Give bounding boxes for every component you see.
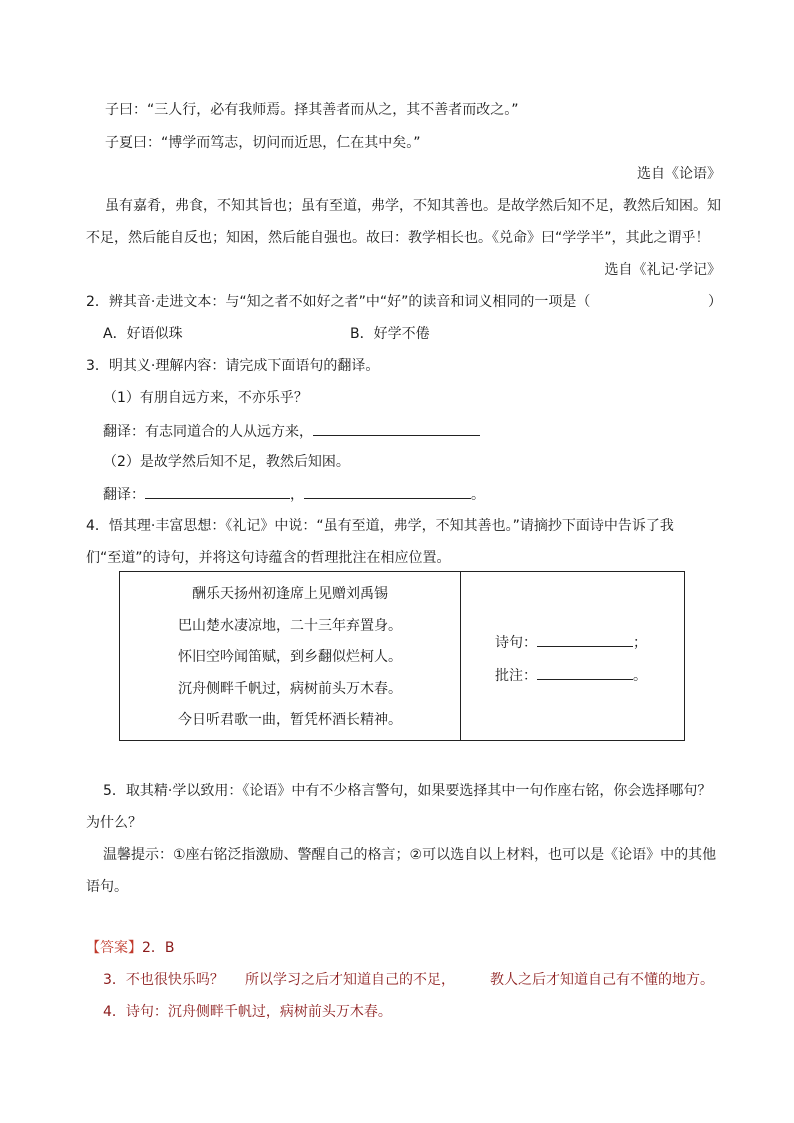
q4-stem-line2: 们“至道”的诗句，并将这句诗蕴含的哲理批注在相应位置。 [86,550,451,566]
answer-3-part2: 所以学习之后才知道自己的不足， [245,972,455,988]
q5-stem-line2: 为什么？ [86,815,142,831]
answer-line-2 [86,938,175,958]
verse-label: 诗句： [495,635,537,651]
q3-item1-answer-prefix: 翻译：有志同道合的人从远方来， [103,424,313,440]
note-end: 。 [633,668,647,684]
q3-item1-answer [103,421,480,442]
verse-end: ； [633,635,647,651]
passage-lunyu-1: 子曰：“三人行，必有我师焉。择其善者而从之，其不善者而改之。” [105,102,519,118]
q3-item2-period: 。 [471,487,485,503]
q2-option-b: B．好学不倦 [350,326,430,342]
passage-source-lunyu: 选自《论语》 [637,166,721,182]
answer-3-part1: 3．不也很快乐吗？ [103,972,224,988]
poem-line: 沉舟侧畔千帆过，病树前头万木春。 [178,681,402,697]
answer-3-part3: 教人之后才知道自己有不懂的地方。 [490,972,714,988]
q3-item2-comma: ， [290,487,304,503]
poem-line: 怀旧空吟闻笛赋，到乡翻似烂柯人。 [178,649,402,665]
q3-item2-answer-prefix: 翻译： [103,487,145,503]
verse-answer-row [495,632,647,653]
q2-stem [86,292,590,312]
q3-item2-answer [103,484,485,505]
note-answer-row [495,665,647,686]
q5-tip-line1: 温馨提示：①座右铭泛指激励、警醒自己的格言；②可以选自以上材料，也可以是《论语》中的其他 [103,847,717,863]
q3-item2-blank-1[interactable] [145,484,290,499]
poem-line: 今日听君歌一曲，暂凭杯酒长精神。 [178,712,402,728]
q3-item1-blank[interactable] [313,421,480,436]
q2-stem-text: 2．辨其音·走进文本：与“知之者不如好之者”中“好”的读音和词义相同的一项是（ [86,294,591,310]
q3-item2: （2）是故学然后知不足，教然后知困。 [103,454,350,470]
q2-option-a: A．好语似珠 [103,326,183,342]
passage-liji-line1: 虽有嘉肴，弗食，不知其旨也；虽有至道，弗学，不知其善也。是故学然后知不足，教然后知困。知 [105,198,721,214]
q4-stem-line1: 4．悟其理·丰富思想：《礼记》中说：“虽有至道，弗学，不知其善也。”请摘抄下面诗中告诉了我 [86,518,674,534]
answer-tag: 【答案】 [86,940,142,956]
note-blank[interactable] [537,665,633,680]
poem-line: 巴山楚水凄凉地，二十三年弃置身。 [178,618,402,634]
q5-stem-line1: 5．取其精·学以致用：《论语》中有不少格言警句，如果要选择其中一句作座右铭，你会选择哪句？ [103,783,712,799]
answer-4: 4．诗句：沉舟侧畔千帆过，病树前头万木春。 [103,1004,392,1020]
q2-stem-close: ） [708,294,722,310]
passage-source-liji: 选自《礼记·学记》 [604,262,721,278]
q3-item2-blank-2[interactable] [304,484,471,499]
passage-liji-line2: 不足，然后能自反也；知困，然后能自强也。故曰：教学相长也。《兑命》曰“学学半”，其此之谓乎！ [86,230,710,246]
answer-2: 2．B [142,940,175,956]
table-divider [460,572,461,740]
poem-title: 酬乐天扬州初逢席上见赠刘禹锡 [192,586,388,602]
verse-blank[interactable] [537,632,633,647]
q3-stem: 3．明其义·理解内容：请完成下面语句的翻译。 [86,358,380,374]
q5-tip-line2: 语句。 [86,879,128,895]
note-label: 批注： [495,668,537,684]
passage-lunyu-2: 子夏曰：“博学而笃志，切问而近思，仁在其中矣。” [105,135,421,151]
q3-item1: （1）有朋自远方来，不亦乐乎？ [103,390,308,406]
poem-table [119,571,685,741]
